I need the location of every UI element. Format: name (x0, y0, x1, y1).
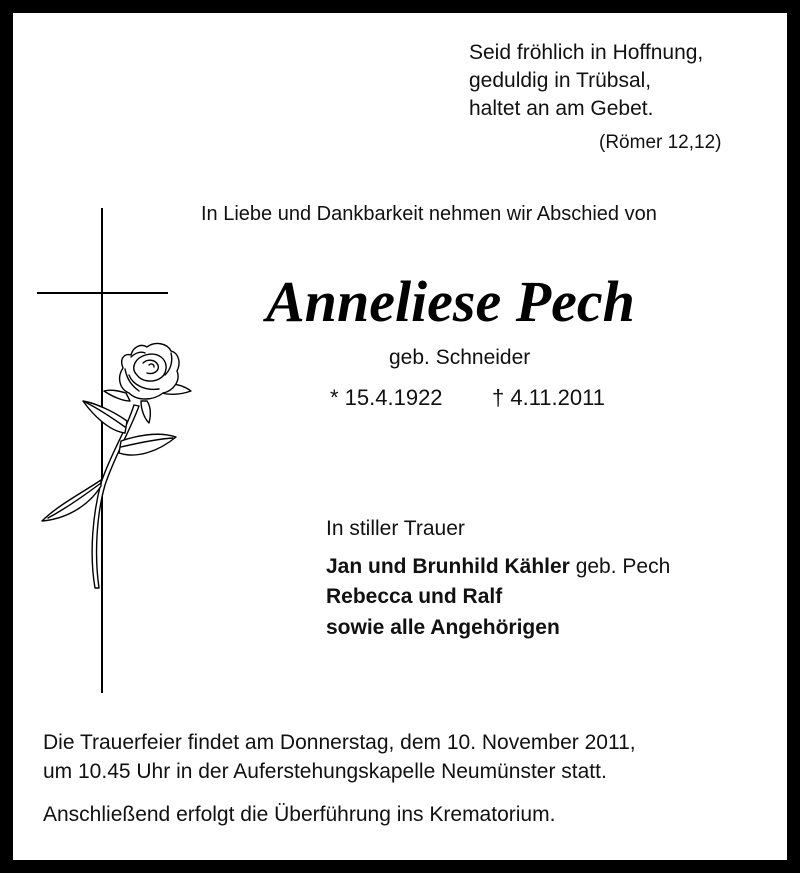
intro-text: In Liebe und Dankbarkeit nehmen wir Abschied von (201, 203, 657, 225)
rose-icon (42, 344, 191, 588)
mourning-heading: In stiller Trauer (326, 517, 465, 540)
maiden-name: geb. Schneider (389, 346, 531, 369)
verse-source: (Römer 12,12) (599, 132, 722, 153)
mourner-maiden: geb. Pech (575, 555, 671, 578)
obituary-card (13, 13, 787, 860)
mourner-line-3: sowie alle Angehörigen (326, 616, 560, 639)
mourner-line-1 (326, 555, 670, 579)
birth-date: * 15.4.1922 (330, 385, 443, 410)
mourner-names-1: Jan und Brunhild Kähler (326, 555, 570, 578)
verse-line-1: Seid fröhlich in Hoffnung, (469, 41, 704, 64)
death-date: † 4.11.2011 (492, 385, 605, 410)
deceased-name: Anneliese Pech (266, 269, 635, 334)
service-line-3: Anschließend erfolgt die Überführung ins Krematorium. (43, 803, 556, 826)
mourner-line-2: Rebecca und Ralf (326, 585, 503, 608)
service-line-1: Die Trauerfeier findet am Donnerstag, dem 10. November 2011, (43, 731, 636, 754)
service-line-2: um 10.45 Uhr in der Auferstehungskapelle Neumünster statt. (43, 760, 607, 783)
verse-line-2: geduldig in Trübsal, (469, 69, 652, 92)
verse-line-3: haltet an am Gebet. (469, 97, 654, 120)
